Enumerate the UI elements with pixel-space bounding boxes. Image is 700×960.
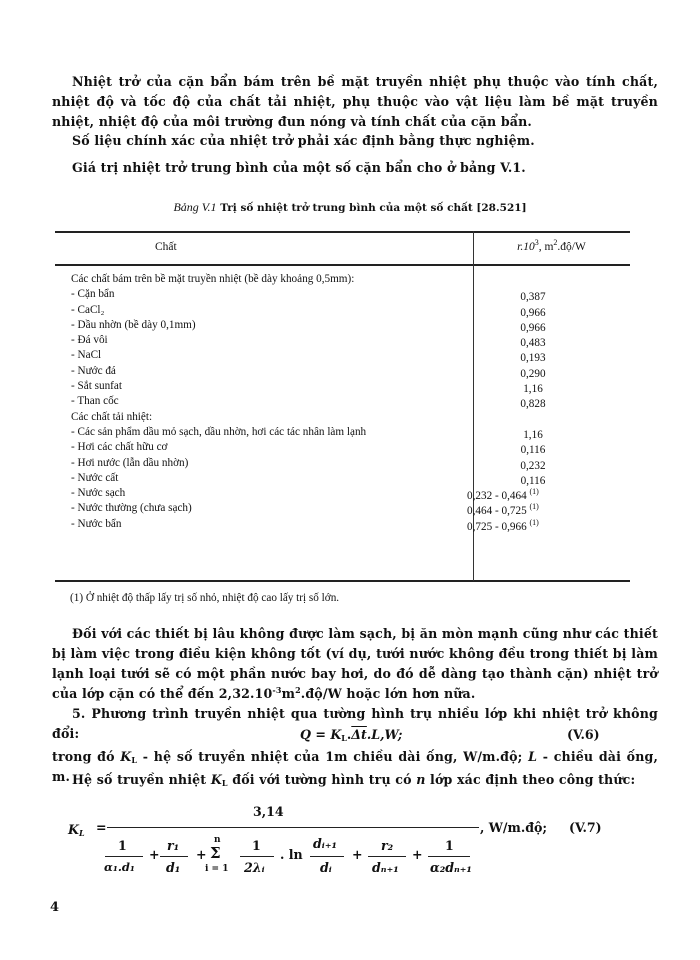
column-header-substance: Chất <box>155 241 177 253</box>
eq7-term5-den: dₙ₊₁ <box>372 860 399 875</box>
eq-symbol: .L,W; <box>366 727 403 742</box>
paragraph-poor-conditions <box>52 624 658 704</box>
paragraph-text: Đối với các thiết bị lâu không được làm sạch, bị ăn mòn mạnh cũng như các thiết bị làm việc trong điều kiện không tốt (ví dụ, tưới nước không đều trong thiết bị làm lạnh loại tưới sẽ có một phần nước bay hơi, do đó dễ dàng tạo thành cặn) nhiệt trở của lớp cặn có thể đến 2,32.10 <box>52 626 658 701</box>
page-number: 4 <box>50 900 60 915</box>
eq-symbol: . <box>346 727 352 742</box>
header-exponent: 3 <box>534 238 539 247</box>
paragraph-fouling-resistance <box>52 72 658 132</box>
eq7-numerator: 3,14 <box>253 804 284 819</box>
eq7-sum-symbol: Σ <box>210 844 221 862</box>
eq7-term2-den: d₁ <box>166 860 181 875</box>
row-name: - Nước thường (chưa sạch) <box>71 502 192 515</box>
eq7-ln: . ln <box>280 847 303 862</box>
table-caption <box>0 200 700 215</box>
eq7-equals: = <box>96 820 107 835</box>
paragraph-text: 5. Phương trình truyền nhiệt qua tường hình trụ nhiều lớp khi nhiệt trở không đổi: <box>52 706 658 741</box>
eq7-term1-bar <box>105 856 143 857</box>
eq7-term3-bar <box>240 856 274 857</box>
table-row <box>71 471 631 486</box>
eq-symbol: Q <box>300 727 311 742</box>
eq7-number: (V.7) <box>569 820 602 835</box>
eq7-term5-num: r₂ <box>381 838 394 853</box>
row-name: - Các sản phẩm dầu mỏ sạch, dầu nhờn, hơi các tác nhân làm lạnh <box>71 425 367 438</box>
row-value: 0,232 <box>520 459 546 472</box>
eq-symbol: n <box>416 772 426 787</box>
eq-symbol: K <box>120 749 132 764</box>
table-bottom-rule <box>55 580 630 582</box>
eq-subscript: L <box>221 778 228 788</box>
eq7-plus: + <box>196 847 207 862</box>
table-row <box>71 440 631 455</box>
eq-symbol: K <box>330 727 342 742</box>
eq7-term5-bar <box>368 856 406 857</box>
footnote-marker: (1) <box>529 517 539 527</box>
fouling-resistance-table <box>55 231 630 581</box>
paragraph-text: Số liệu chính xác của nhiệt trở phải xác định bằng thực nghiệm. <box>72 133 535 148</box>
eq-symbol: = <box>310 727 331 742</box>
eq7-unit: , W/m.độ; <box>480 820 548 835</box>
paragraph-text: m <box>281 686 296 701</box>
paragraph-text: Hệ số truyền nhiệt <box>72 772 211 787</box>
row-name: - NaCl <box>71 349 102 362</box>
eq7-plus: + <box>412 847 423 862</box>
eq7-term6-den: α₂dₙ₊₁ <box>430 860 472 875</box>
row-value <box>467 517 607 535</box>
table-row <box>71 425 631 440</box>
table-row <box>71 333 631 348</box>
footnote-marker: (1) <box>529 487 539 497</box>
exponent: 2 <box>295 685 301 695</box>
paragraph-coefficient <box>52 770 658 790</box>
paragraph-text: trong đó <box>52 749 121 764</box>
eq7-sum-upper: n <box>214 835 221 845</box>
eq7-plus: + <box>149 847 160 862</box>
table-row <box>71 287 631 302</box>
table-body <box>71 272 631 532</box>
exponent: -3 <box>272 685 282 695</box>
row-name: Các chất tải nhiệt: <box>71 410 153 423</box>
row-name: - Hơi các chất hữu cơ <box>71 441 168 454</box>
paragraph-text: .độ/W hoặc lớn hơn nữa. <box>300 686 476 701</box>
table-row <box>71 410 631 425</box>
eq7-term2-num: r₁ <box>167 838 180 853</box>
row-name: Các chất bám trên bề mặt truyền nhiệt (bề dày khoảng 0,5mm): <box>71 273 355 285</box>
paragraph-text: Giá trị nhiệt trở trung bình của một số cặn bẩn cho ở bảng V.1. <box>72 160 526 175</box>
table-row <box>71 303 631 318</box>
row-value: 0,193 <box>520 352 546 365</box>
header-exponent: 2 <box>553 238 558 247</box>
header-text: , m <box>538 241 554 253</box>
value-text: 0,725 - 0,966 <box>467 520 527 533</box>
row-value: 0,828 <box>520 398 546 411</box>
row-name: - CaCl₂ <box>71 303 105 316</box>
paragraph-table-reference <box>52 158 658 178</box>
row-name: - Nước sạch <box>71 487 126 500</box>
row-value: 0,387 <box>520 291 546 304</box>
row-name: - Than cốc <box>71 395 119 408</box>
table-row <box>71 517 631 532</box>
paragraph-experimental <box>52 131 658 151</box>
row-name: - Nước đá <box>71 364 116 377</box>
eq7-plus: + <box>352 847 363 862</box>
eq-subscript: L <box>78 828 85 838</box>
row-value: 0,116 <box>520 474 546 487</box>
value-text: 0,232 - 0,464 <box>467 490 527 503</box>
row-name: - Hơi nước (lẫn dầu nhờn) <box>71 456 189 469</box>
eq7-term1-den: α₁.d₁ <box>104 860 135 874</box>
eq7-term4-den: dᵢ <box>320 860 332 875</box>
table-caption-label: Bảng V.1 <box>173 200 217 214</box>
table-row <box>71 456 631 471</box>
row-value: 0,116 <box>520 444 546 457</box>
footnote-marker: (1) <box>529 502 539 512</box>
eq7-term4-num: dᵢ₊₁ <box>313 836 337 851</box>
table-row <box>71 318 631 333</box>
row-value: 1,16 <box>523 428 543 441</box>
paragraph-text: đối với tường hình trụ có <box>227 772 417 787</box>
paragraph-text: - chiều dài ống, m. <box>52 749 659 784</box>
row-value: 0,966 <box>520 306 546 319</box>
eq7-term2-bar <box>160 856 188 857</box>
table-row <box>71 272 631 287</box>
eq7-term6-bar <box>428 856 470 857</box>
value-text: 0,464 - 0,725 <box>467 505 527 518</box>
row-name: - Nước bẩn <box>71 517 122 530</box>
eq-subscript: L <box>341 733 347 743</box>
eq7-main-fraction-bar <box>107 827 479 828</box>
table-row <box>71 486 631 501</box>
eq-symbol: K <box>68 822 79 837</box>
table-row <box>71 394 631 409</box>
equation-v6-body <box>300 727 402 742</box>
row-name: - Nước cất <box>71 471 119 484</box>
column-header-resistance <box>473 238 630 253</box>
row-value: 0,290 <box>520 367 546 380</box>
eq7-term4-bar <box>310 856 344 857</box>
row-value: 0,483 <box>520 337 546 350</box>
equation-v7 <box>0 800 700 890</box>
eq-symbol: K <box>210 772 222 787</box>
table-footnote: (1) Ở nhiệt độ thấp lấy trị số nhỏ, nhiệt độ cao lấy trị số lớn. <box>70 592 340 604</box>
paragraph-text: - hệ số truyền nhiệt của 1m chiều dài ống, W/m.độ; <box>137 749 529 764</box>
table-caption-title: Trị số nhiệt trở trung bình của một số chất [28.521] <box>220 202 527 214</box>
equation-v6-number: (V.6) <box>567 727 600 742</box>
eq7-term3-num: 1 <box>252 838 261 853</box>
eq-symbol: $\overline{\Delta t}$ <box>351 727 367 742</box>
paragraph-text: lớp xác định theo công thức: <box>425 772 636 787</box>
row-name: - Đá vôi <box>71 334 108 347</box>
row-value: 1,16 <box>523 383 543 396</box>
eq7-term3-den: 2λᵢ <box>244 860 265 875</box>
eq7-sum-lower: i = 1 <box>205 864 229 874</box>
table-top-rule <box>55 231 630 233</box>
eq-symbol: L <box>528 749 538 764</box>
row-name: - Cặn bẩn <box>71 288 115 301</box>
paragraph-text: Nhiệt trở của cặn bẩn bám trên bề mặt truyền nhiệt phụ thuộc vào tính chất, nhiệt độ và tốc độ của chất tải nhiệt, phụ thuộc vào vật liệu làm bề mặt truyền nhiệt, nhiệt độ của môi trường đun nóng và tính chất của cặn bẩn. <box>52 74 658 129</box>
table-row <box>71 379 631 394</box>
eq7-term1-num: 1 <box>118 838 127 853</box>
table-row <box>71 348 631 363</box>
eq7-term6-num: 1 <box>445 838 454 853</box>
table-row <box>71 364 631 379</box>
table-header-rule <box>55 264 630 266</box>
header-text: r.10 <box>517 241 535 253</box>
header-text: .độ/W <box>557 241 586 253</box>
row-name: - Sắt sunfat <box>71 380 122 393</box>
row-value: 0,966 <box>520 321 546 334</box>
table-row <box>71 501 631 516</box>
row-name: - Dầu nhờn (bề dày 0,1mm) <box>71 318 196 331</box>
eq-subscript: L <box>131 755 138 765</box>
eq7-lhs <box>68 822 85 837</box>
